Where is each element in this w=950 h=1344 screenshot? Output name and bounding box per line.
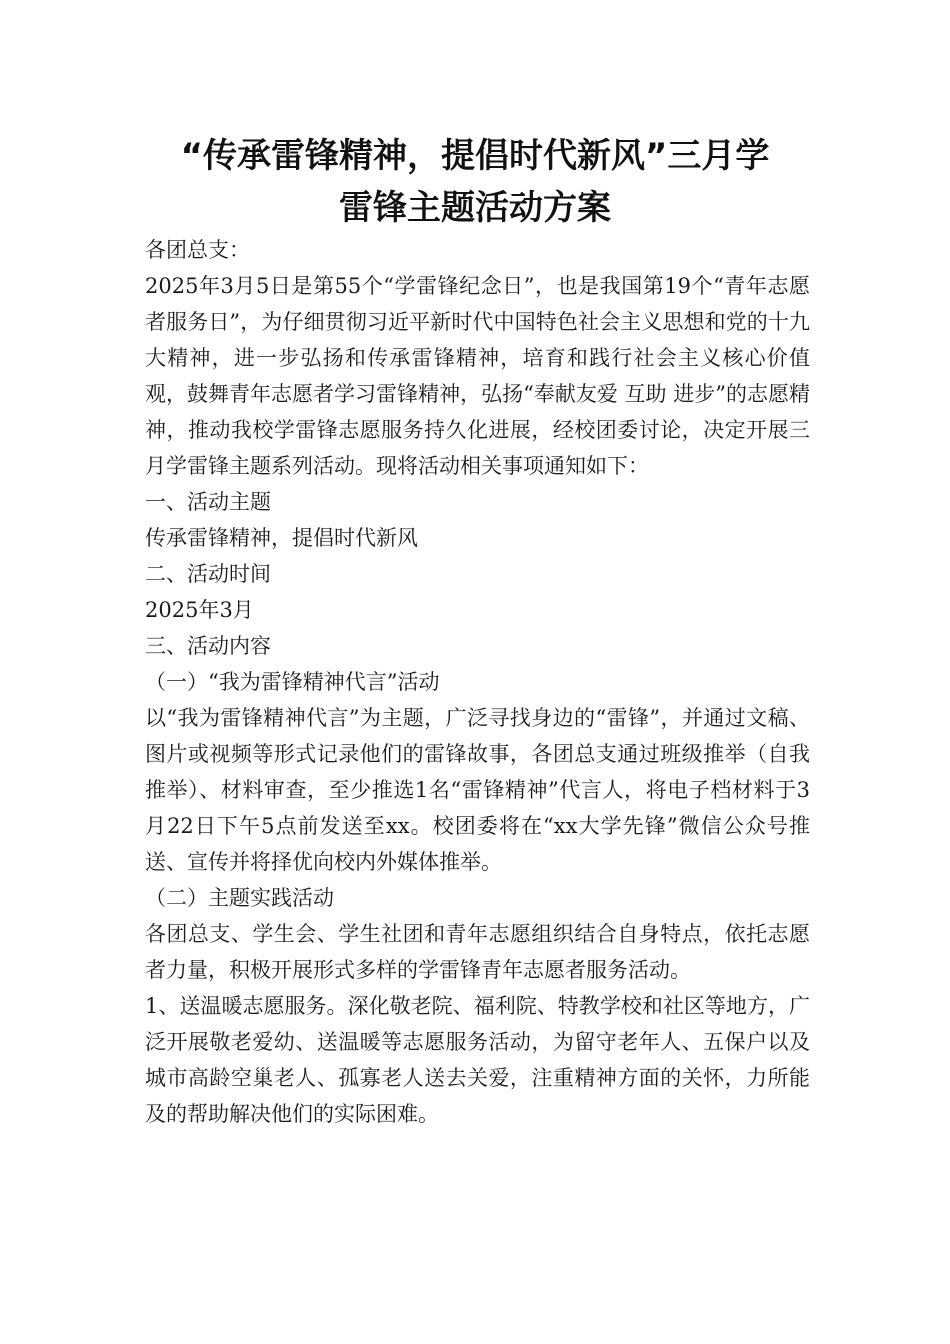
salutation: 各团总支：: [145, 238, 250, 262]
document-title-line-1: “传承雷锋精神，提倡时代新风”三月学: [180, 136, 770, 176]
document-body: [145, 232, 810, 1132]
list-item-warmth-service: 1、送温暖志愿服务。深化敬老院、福利院、特教学校和社区等地方，广泛开展敬老爱幼、送温暖等志愿服务活动，为留守老年人、五保户以及城市高龄空巢老人、孤寡老人送去关爱，注重精神方面的关怀，力所能及的帮助解决他们的实际困难。: [145, 994, 810, 1126]
document-title-line-2: 雷锋主题活动方案: [339, 188, 611, 228]
section-time-text: 2025年3月: [145, 598, 254, 622]
subsection-heading-spokesperson: （一）“我为雷锋精神代言”活动: [145, 670, 440, 694]
section-heading-content: 三、活动内容: [145, 634, 271, 658]
subsection-practice-text: 各团总支、学生会、学生社团和青年志愿组织结合自身特点，依托志愿者力量，积极开展形式多样的学雷锋青年志愿者服务活动。: [145, 922, 810, 982]
section-heading-time: 二、活动时间: [145, 562, 271, 586]
section-theme-text: 传承雷锋精神，提倡时代新风: [145, 526, 418, 550]
intro-paragraph: 2025年3月5日是第55个“学雷锋纪念日”，也是我国第19个“青年志愿者服务日”，为仔细贯彻习近平新时代中国特色社会主义思想和党的十九大精神，进一步弘扬和传承雷锋精神，培育和践行社会主义核心价值观，鼓舞青年志愿者学习雷锋精神，弘扬“奉献友爱 互助 进步”的志愿精神，推动我校学雷锋志愿服务持久化进展，经校团委讨论，决定开展三月学雷锋主题系列活动。现将活动相关事项通知如下：: [145, 274, 810, 478]
subsection-spokesperson-text: 以“我为雷锋精神代言”为主题，广泛寻找身边的“雷锋”，并通过文稿、图片或视频等形式记录他们的雷锋故事，各团总支通过班级推举（自我推举）、材料审查，至少推选1名“雷锋精神”代言人，将电子档材料于3月22日下午5点前发送至xx。校团委将在“xx大学先锋”微信公众号推送、宣传并将择优向校内外媒体推举。: [145, 706, 810, 874]
subsection-heading-practice: （二）主题实践活动: [145, 886, 334, 910]
section-heading-theme: 一、活动主题: [145, 490, 271, 514]
